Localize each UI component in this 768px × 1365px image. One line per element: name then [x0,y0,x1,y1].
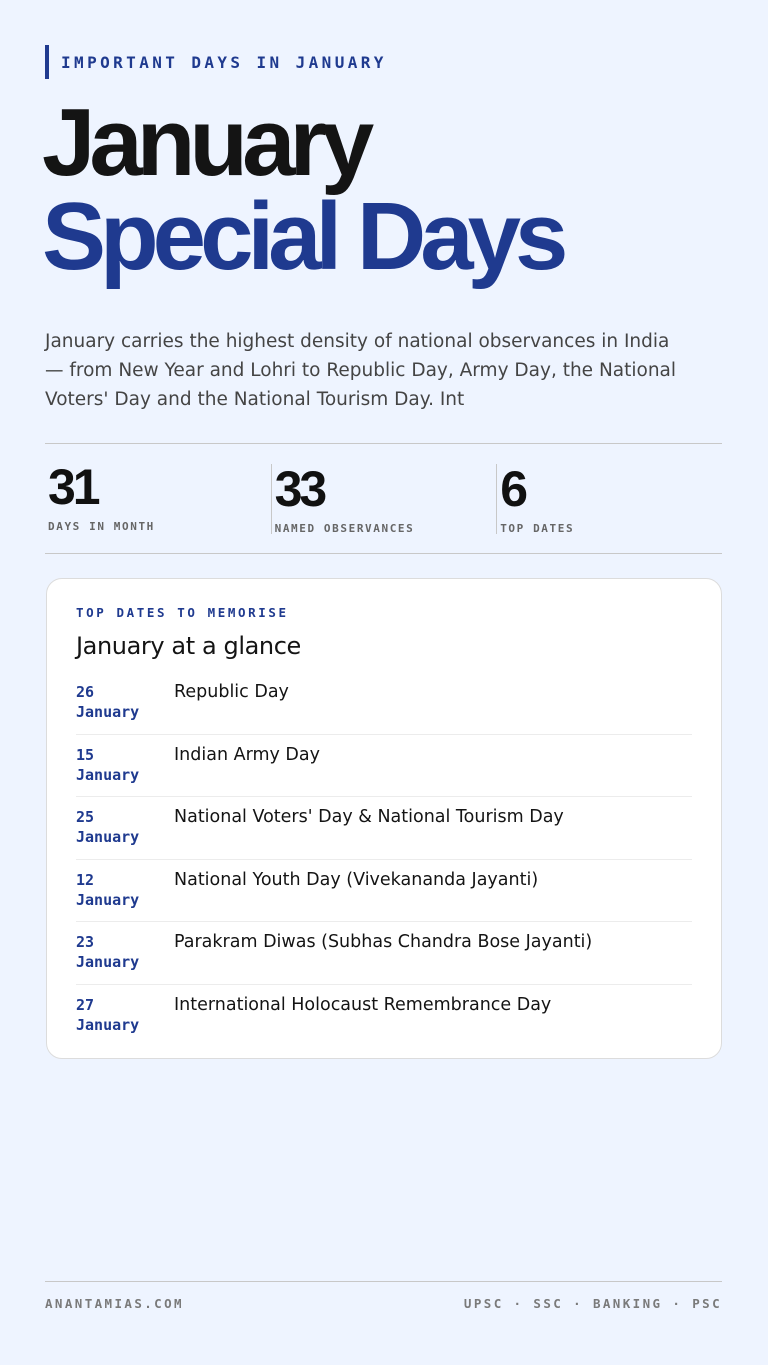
date-day: 23 [76,933,95,951]
observance-name: National Voters' Day & National Tourism Day [174,807,564,827]
date-label [76,682,174,734]
date-label [76,932,174,984]
stat-label: DAYS IN MONTH [48,520,155,533]
stat-label: TOP DATES [500,522,575,535]
dates-list [76,672,692,1047]
date-day: 26 [76,683,95,701]
observance-name: Republic Day [174,682,289,702]
date-month: January [76,828,140,846]
title-line-2: Special Days [42,183,563,290]
observance-name: National Youth Day (Vivekananda Jayanti) [174,869,539,890]
stat-value: 6 [500,461,525,517]
list-item [76,922,692,985]
top-dates-card [46,578,722,1059]
date-day: 15 [76,745,95,764]
divider-bottom [45,553,722,554]
eyebrow-label: IMPORTANT DAYS IN JANUARY [45,45,387,79]
date-label [76,870,174,922]
list-item [76,860,692,923]
footer-site: ANANTAMIAS.COM [45,1296,184,1311]
list-item [76,985,692,1048]
stats-row [45,444,722,554]
observance-name: International Holocaust Remembrance Day [174,994,552,1015]
date-day: 27 [76,995,95,1014]
date-day: 12 [76,870,95,889]
observance-name: Indian Army Day [174,744,320,765]
card-heading: January at a glance [76,632,301,660]
observance-name: Parakram Diwas (Subhas Chandra Bose Jayanti) [174,932,593,952]
date-month: January [76,890,140,909]
date-month: January [76,1015,140,1034]
title-line-1: January [42,89,369,196]
page-title [42,89,563,290]
list-item [76,735,692,798]
stat-observances [271,461,497,535]
stat-days [45,444,271,554]
card-kicker: TOP DATES TO MEMORISE [76,605,289,620]
date-day: 25 [76,808,95,826]
stat-value: 33 [274,461,325,517]
list-item [76,672,692,735]
intro-paragraph: January carries the highest density of national observances in India — from New Year and Lohri to Republic Day, Army Day, the National Voters' Day and the National Tourism Day. Int [45,331,677,410]
date-month: January [76,765,140,784]
stat-value: 31 [48,459,98,515]
list-item [76,797,692,860]
footer-divider [45,1281,722,1282]
stat-label: NAMED OBSERVANCES [274,522,415,535]
stat-top-dates [496,461,722,535]
footer-tags: UPSC · SSC · BANKING · PSC [463,1296,722,1311]
date-month: January [76,703,140,721]
footer [45,1296,722,1311]
date-label [76,807,174,859]
date-label [76,995,174,1048]
date-month: January [76,953,140,971]
date-label [76,745,174,797]
